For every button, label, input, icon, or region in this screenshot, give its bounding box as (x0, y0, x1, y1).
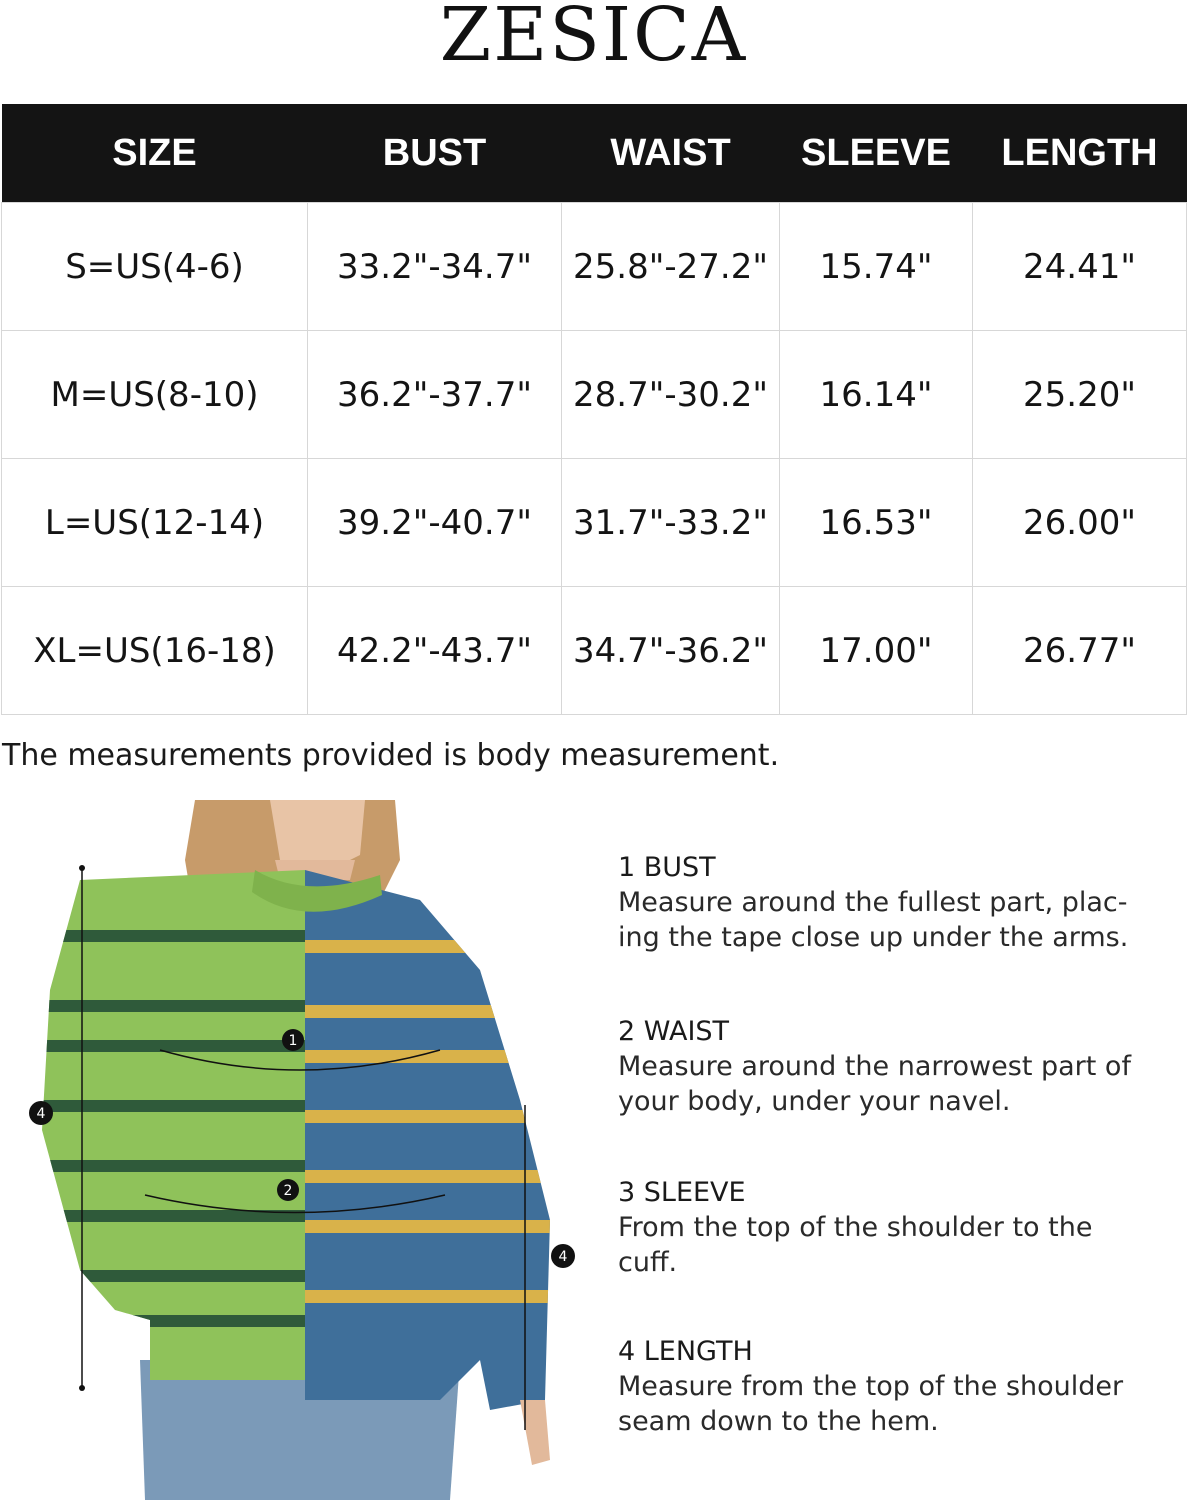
cell-waist: 31.7"-33.2" (562, 459, 780, 587)
cell-length: 26.00" (973, 459, 1187, 587)
cell-sleeve: 16.14" (780, 331, 973, 459)
table-row (2, 203, 1187, 331)
header-sleeve: SLEEVE (780, 104, 973, 203)
cell-waist: 25.8"-27.2" (562, 203, 780, 331)
table-row (2, 331, 1187, 459)
guide-waist (618, 1015, 1158, 1119)
cell-length: 25.20" (973, 331, 1187, 459)
guide-desc-line: Measure around the narrowest part of (618, 1051, 1131, 1082)
guide-title: 2 WAIST (618, 1016, 730, 1047)
guide-desc-line: From the top of the shoulder to the (618, 1212, 1093, 1243)
guide-bust (618, 851, 1158, 955)
marker-length-right (551, 1244, 575, 1268)
cell-bust: 36.2"-37.7" (308, 331, 562, 459)
sweater-blue-half (300, 860, 560, 1420)
table-header-row (2, 104, 1187, 203)
size-chart-table (1, 104, 1187, 715)
guide-desc-line: cuff. (618, 1247, 678, 1278)
marker-bust (282, 1029, 304, 1051)
marker-length-left (29, 1101, 53, 1125)
cell-length: 24.41" (973, 203, 1187, 331)
marker-waist (277, 1179, 299, 1201)
measurement-note: The measurements provided is body measurement. (2, 738, 780, 773)
model-sweater-illustration (20, 800, 580, 1500)
guide-title: 3 SLEEVE (618, 1177, 746, 1208)
cell-sleeve: 15.74" (780, 203, 973, 331)
cell-waist: 34.7"-36.2" (562, 587, 780, 715)
cell-bust: 39.2"-40.7" (308, 459, 562, 587)
svg-text:2: 2 (283, 1183, 293, 1199)
guide-desc-line: Measure around the fullest part, plac- (618, 887, 1128, 918)
svg-text:4: 4 (36, 1106, 46, 1122)
cell-size: L=US(12-14) (2, 459, 308, 587)
guide-desc-line: Measure from the top of the shoulder (618, 1371, 1124, 1402)
cell-sleeve: 16.53" (780, 459, 973, 587)
header-length: LENGTH (973, 104, 1187, 203)
header-waist: WAIST (562, 104, 780, 203)
guide-length (618, 1335, 1158, 1439)
header-size: SIZE (2, 104, 308, 203)
cell-sleeve: 17.00" (780, 587, 973, 715)
table-row (2, 587, 1187, 715)
header-bust: BUST (308, 104, 562, 203)
guide-title: 1 BUST (618, 852, 716, 883)
brand-logo: ZESICA (439, 0, 748, 78)
svg-text:4: 4 (558, 1249, 568, 1265)
guide-title: 4 LENGTH (618, 1336, 753, 1367)
sweater-green-half (20, 860, 320, 1400)
cell-size: XL=US(16-18) (2, 587, 308, 715)
svg-text:1: 1 (288, 1033, 298, 1049)
guide-desc-line: seam down to the hem. (618, 1406, 939, 1437)
cell-bust: 33.2"-34.7" (308, 203, 562, 331)
guide-desc-line: your body, under your navel. (618, 1086, 1011, 1117)
table-row (2, 459, 1187, 587)
cell-size: M=US(8-10) (2, 331, 308, 459)
cell-length: 26.77" (973, 587, 1187, 715)
cell-size: S=US(4-6) (2, 203, 308, 331)
guide-desc-line: ing the tape close up under the arms. (618, 922, 1129, 953)
guide-sleeve (618, 1176, 1158, 1280)
cell-bust: 42.2"-43.7" (308, 587, 562, 715)
cell-waist: 28.7"-30.2" (562, 331, 780, 459)
